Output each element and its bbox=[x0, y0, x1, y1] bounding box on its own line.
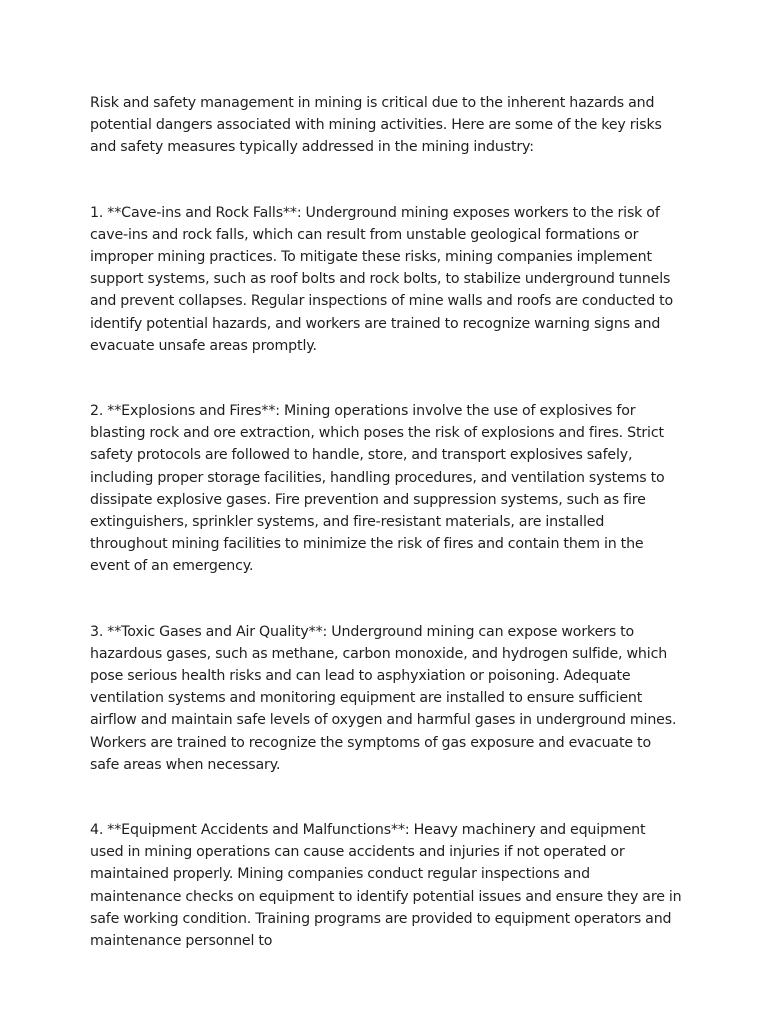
paragraph-toxic-gases: 3. **Toxic Gases and Air Quality**: Underground mining can expose workers to hazardous gases, such as methane, carbon monoxide, and hydrogen sulfide, which pose serious health risks and can lead to asphyxiation or poisoning. Adequate ventilation systems and monitoring equipment are installed to ensure sufficient airflow and maintain safe levels of oxygen and harmful gases in underground mines. Workers are trained to recognize the symptoms of gas exposure and evacuate to safe areas when necessary. bbox=[90, 623, 677, 773]
document-body bbox=[90, 92, 682, 952]
paragraph-cave-ins: 1. **Cave-ins and Rock Falls**: Underground mining exposes workers to the risk of cave-ins and rock falls, which can result from unstable geological formations or improper mining practices. To mitigate these risks, mining companies implement support systems, such as roof bolts and rock bolts, to stabilize underground tunnels and prevent collapses. Regular inspections of mine walls and roofs are conducted to identify potential hazards, and workers are trained to recognize warning signs and evacuate unsafe areas promptly. bbox=[90, 204, 674, 354]
paragraph-equipment: 4. **Equipment Accidents and Malfunctions**: Heavy machinery and equipment used in mining operations can cause accidents and injuries if not operated or maintained properly. Mining companies conduct regular inspections and maintenance checks on equipment to identify potential issues and ensure they are in safe working condition. Training programs are provided to equipment operators and maintenance personnel to bbox=[90, 822, 682, 950]
paragraph-explosions: 2. **Explosions and Fires**: Mining operations involve the use of explosives for blasting rock and ore extraction, which poses the risk of explosions and fires. Strict safety protocols are followed to handle, store, and transport explosives safely, including proper storage facilities, handling procedures, and ventilation systems to dissipate explosive gases. Fire prevention and suppression systems, such as fire extinguishers, sprinkler systems, and fire-resistant materials, are installed throughout mining facilities to minimize the risk of fires and contain them in the event of an emergency. bbox=[90, 403, 665, 575]
intro-paragraph: Risk and safety management in mining is critical due to the inherent hazards and potential dangers associated with mining activities. Here are some of the key risks and safety measures typically addressed in the mining industry: bbox=[90, 95, 662, 156]
